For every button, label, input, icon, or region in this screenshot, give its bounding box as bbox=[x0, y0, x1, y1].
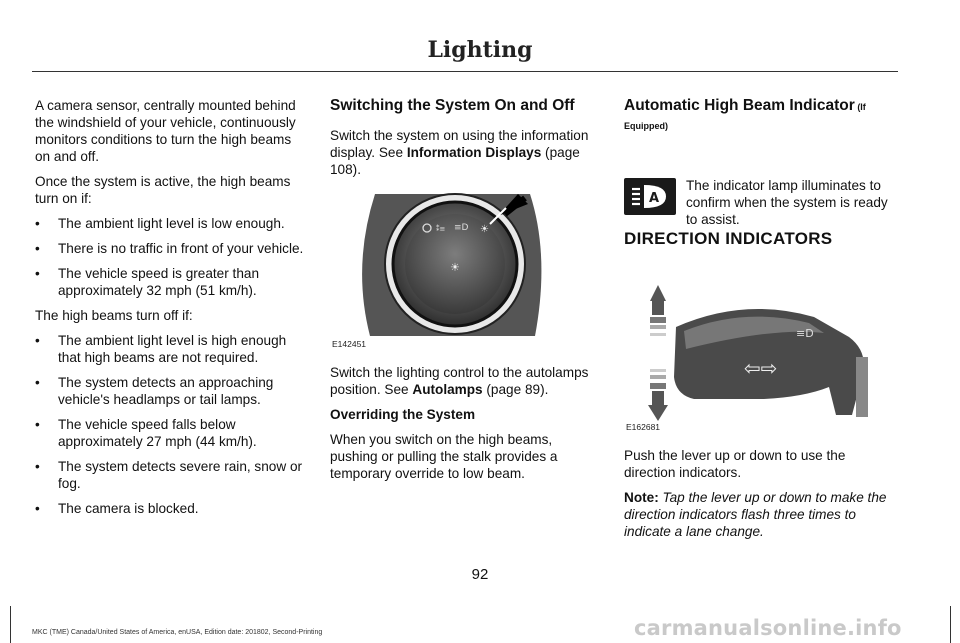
list-item: • The vehicle speed falls below approximately 27 mph (44 km/h). bbox=[35, 417, 257, 449]
section-heading: Switching the System On and Off bbox=[330, 97, 575, 114]
lighting-control-figure bbox=[330, 186, 560, 354]
page-title: Lighting bbox=[427, 37, 533, 63]
direction-indicators-heading: DIRECTION INDICATORS bbox=[624, 229, 833, 248]
direction-lever-figure bbox=[624, 257, 896, 437]
info-displays-link[interactable]: Information Displays bbox=[406, 145, 542, 160]
svg-text:☀: ☀ bbox=[480, 224, 489, 235]
list-item: • The system detects severe rain, snow or fog. bbox=[35, 459, 303, 491]
svg-text:≡D: ≡D bbox=[454, 223, 469, 233]
list-item: • The system detects an approaching vehicle's headlamps or tail lamps. bbox=[35, 375, 274, 407]
on-conditions-list bbox=[35, 215, 307, 299]
switch-on-paragraph: Switch the system on using the information display. See Information Displays (page 108). bbox=[330, 128, 589, 177]
indicator-block bbox=[624, 148, 896, 230]
off-lead: The high beams turn off if: bbox=[35, 308, 193, 323]
list-item: • The vehicle speed is greater than approximately 32 mph (51 km/h). bbox=[35, 266, 260, 298]
svg-text:≡D: ≡D bbox=[796, 327, 814, 340]
header-rule bbox=[32, 71, 898, 72]
bullet: • bbox=[35, 417, 40, 432]
list-item: • The ambient light level is low enough. bbox=[35, 216, 285, 231]
bullet: • bbox=[35, 375, 40, 390]
bullet: • bbox=[35, 266, 40, 281]
svg-text:⁑≡: ⁑≡ bbox=[436, 225, 446, 233]
list-item: • There is no traffic in front of your vehicle. bbox=[35, 241, 304, 256]
svg-text:⇦⇨: ⇦⇨ bbox=[744, 356, 778, 380]
autolamps-link[interactable]: Autolamps bbox=[412, 382, 483, 397]
footer-edition: MKC (TME) Canada/United States of America, enUSA, Edition date: 201802, Second-Printing bbox=[32, 629, 323, 636]
note-paragraph: Note: Tap the lever up or down to make the direction indicators flash three times to indicate a lane change. bbox=[624, 490, 887, 539]
figure-id: E142451 bbox=[332, 339, 367, 349]
intro-paragraph: A camera sensor, centrally mounted behind the windshield of your vehicle, continuously monitors conditions to turn the high beams on and off. bbox=[35, 98, 296, 164]
bullet: • bbox=[35, 216, 40, 231]
autolamps-paragraph: Switch the lighting control to the autolamps position. See Autolamps (page 89). bbox=[330, 365, 589, 397]
svg-text:☀: ☀ bbox=[450, 261, 460, 274]
watermark: carmanualsonline.info bbox=[634, 616, 902, 640]
auto-high-beam-indicator-icon bbox=[624, 178, 676, 215]
figure-id: E162681 bbox=[626, 422, 661, 432]
bullet: • bbox=[35, 501, 40, 516]
bullet: • bbox=[35, 241, 40, 256]
section-heading: Automatic High Beam Indicator (If Equipped) bbox=[624, 97, 866, 131]
headlamp-switch-illustration bbox=[330, 186, 560, 354]
bullet: • bbox=[35, 459, 40, 474]
crop-mark bbox=[950, 606, 951, 643]
subheading: Overriding the System bbox=[330, 407, 476, 422]
lever-paragraph: Push the lever up or down to use the direction indicators. bbox=[624, 448, 846, 480]
column-1 bbox=[35, 97, 307, 525]
column-3 bbox=[624, 97, 896, 548]
off-conditions-list bbox=[35, 332, 307, 517]
list-item: • The ambient light level is high enough that high beams are not required. bbox=[35, 333, 287, 365]
list-item: • The camera is blocked. bbox=[35, 501, 199, 516]
on-lead: Once the system is active, the high beams turn on if: bbox=[35, 174, 291, 206]
indicator-description: The indicator lamp illuminates to confirm when the system is ready to assist. bbox=[686, 178, 888, 227]
svg-text:A: A bbox=[649, 191, 660, 206]
page-number: 92 bbox=[471, 566, 489, 583]
crop-mark bbox=[10, 606, 11, 643]
override-paragraph: When you switch on the high beams, pushing or pulling the stalk provides a temporary override to low beam. bbox=[330, 432, 558, 481]
bullet: • bbox=[35, 333, 40, 348]
column-2 bbox=[330, 97, 602, 490]
turn-signal-lever-illustration bbox=[624, 257, 896, 437]
